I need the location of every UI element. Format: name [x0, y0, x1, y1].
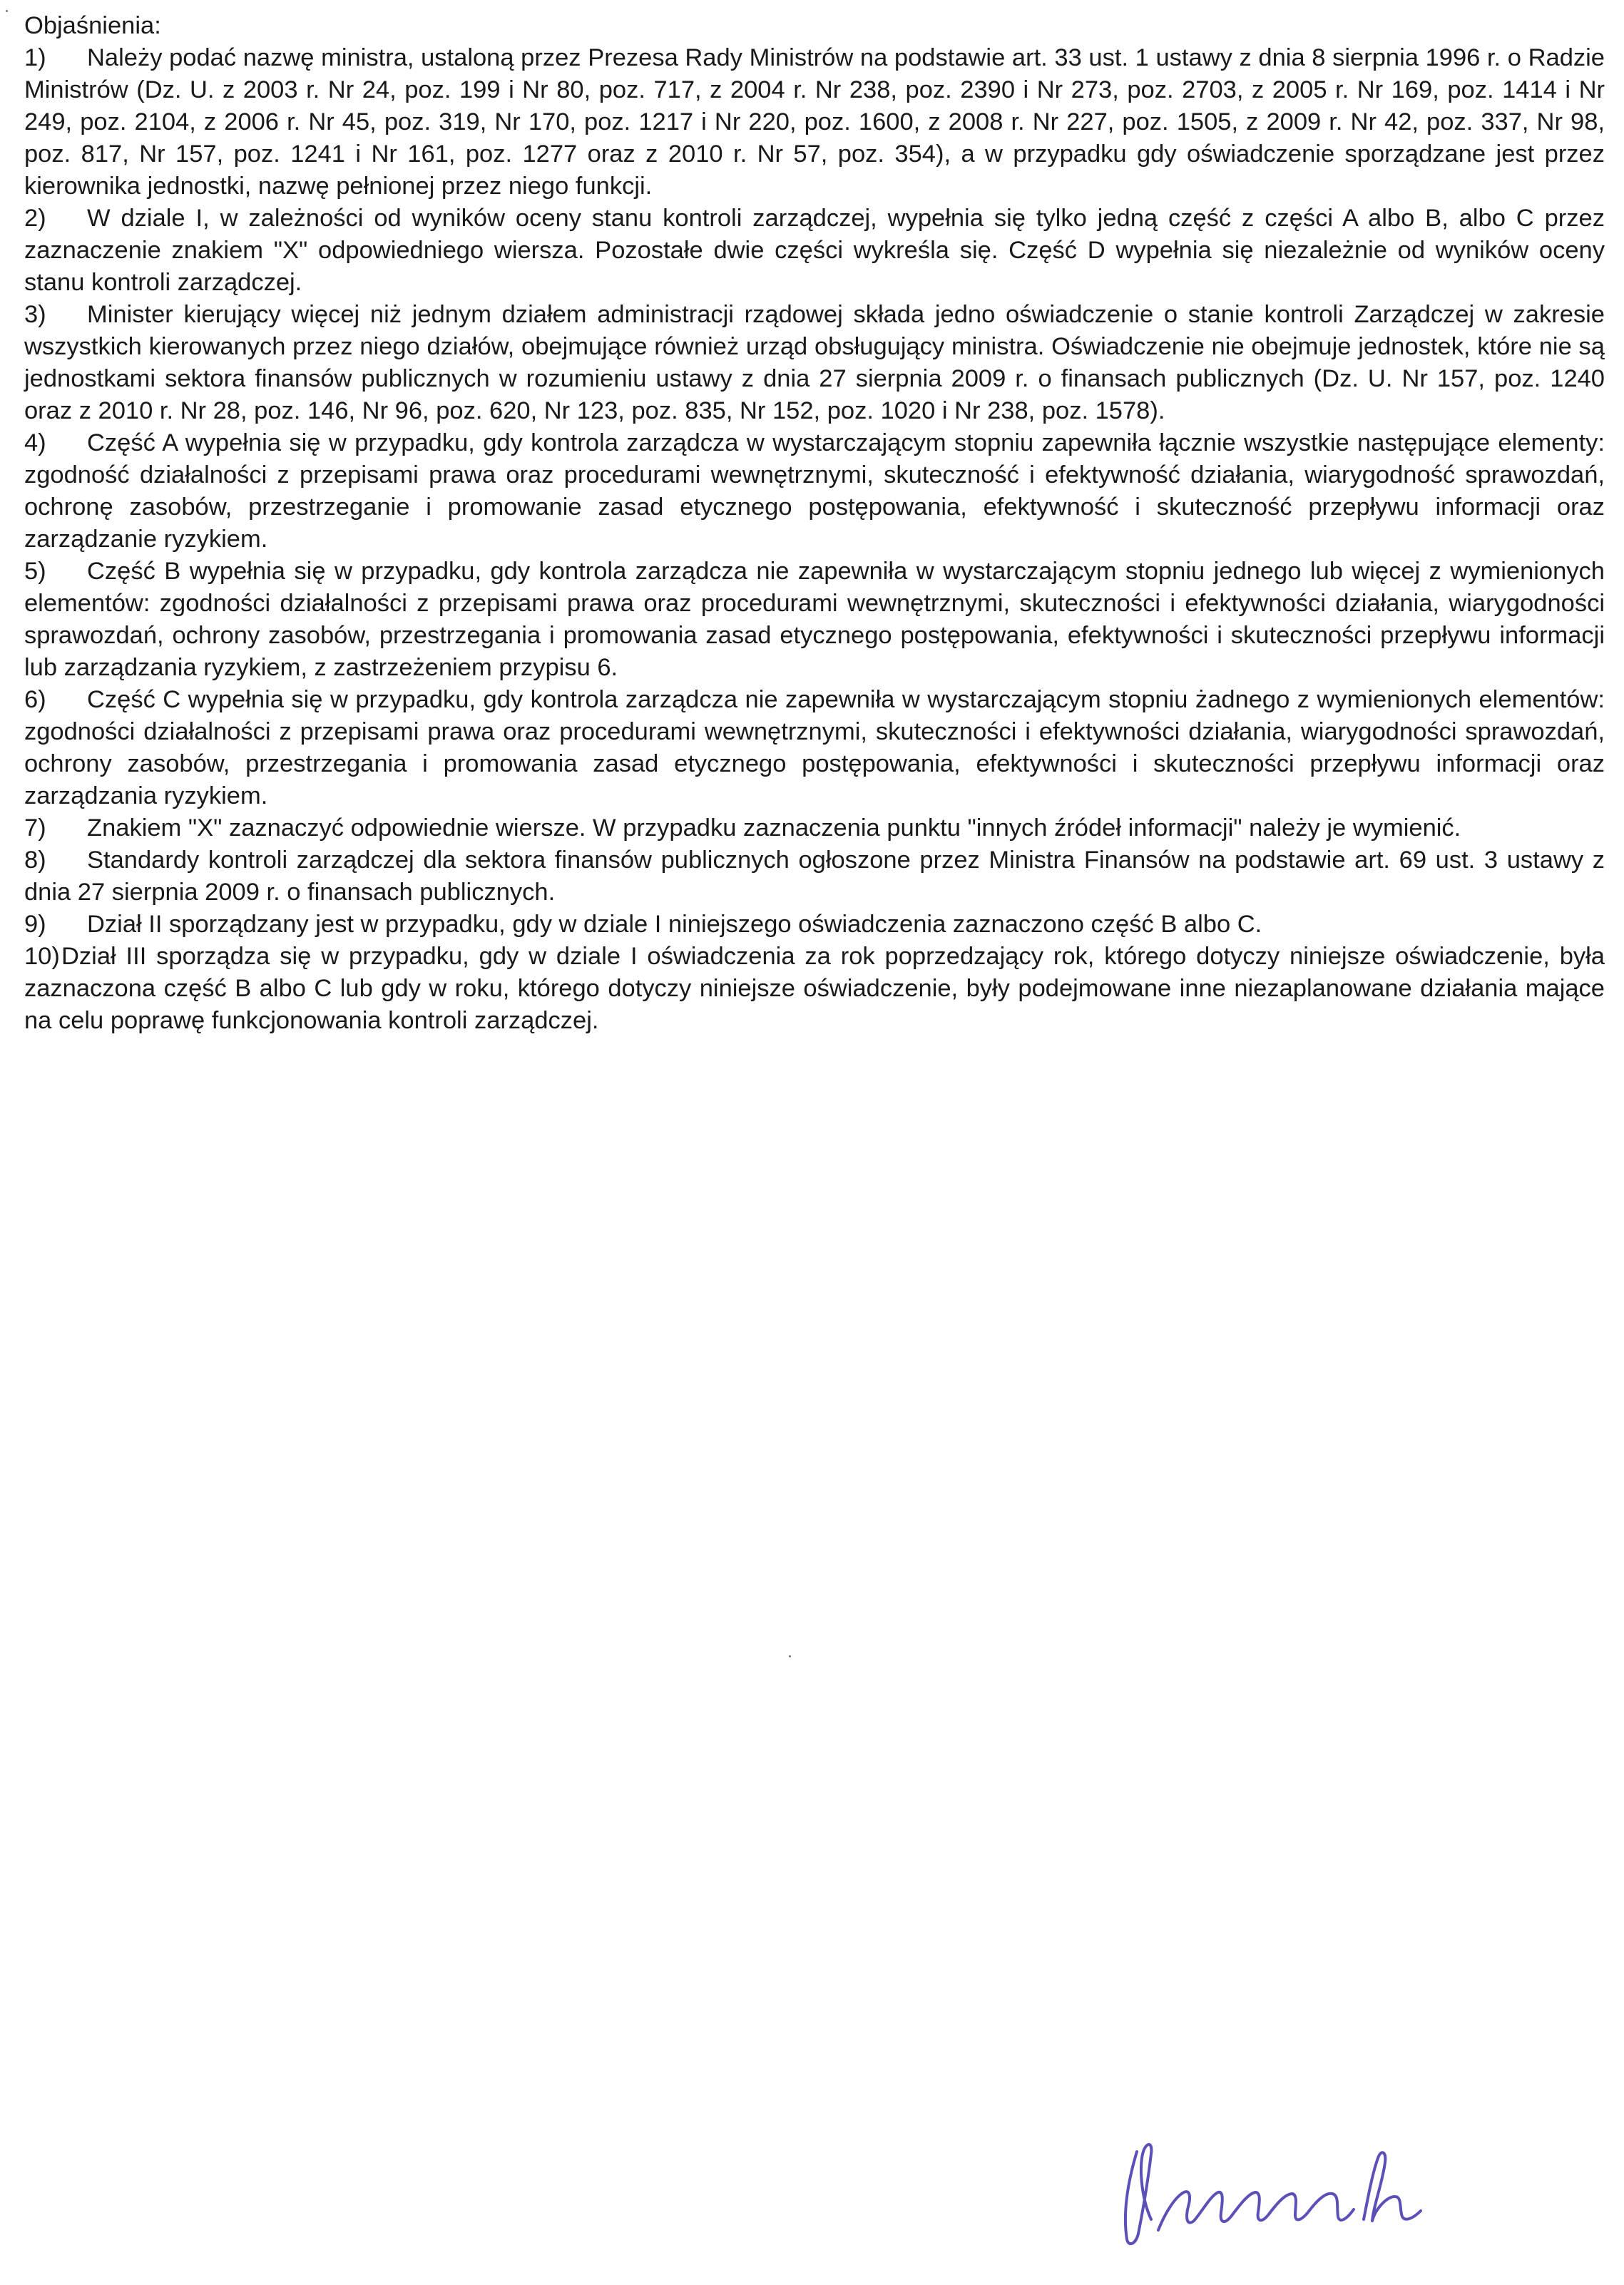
note-text: Dział II sporządzany jest w przypadku, gdy w dziale I niniejszego oświadczenia zaznaczono część B albo C. [87, 911, 1262, 938]
note-number: 5) [24, 558, 46, 585]
note-text: Część C wypełnia się w przypadku, gdy kontrola zarządcza nie zapewniła w wystarczającym stopniu żadnego z wymienionych elementów: zgodności działalności z przepisami prawa oraz procedurami wewnętrznymi, skuteczności i efektywności działania, wiarygodności sprawozdań, ochrony zasobów, przestrzegania i promowania zasad etycznego postępowania, efektywności i skuteczności przepływu informacji oraz zarządzania ryzykiem. [24, 686, 1605, 809]
handwritten-signature [1107, 2112, 1449, 2255]
scan-speck [6, 10, 8, 12]
note-8 [24, 844, 1605, 909]
note-text: Część B wypełnia się w przypadku, gdy kontrola zarządcza nie zapewniła w wystarczającym stopniu jednego lub więcej z wymienionych elementów: zgodności działalności z przepisami prawa oraz procedurami wewnętrznymi, skuteczności i efektywności działania, wiarygodności sprawozdań, ochrony zasobów, przestrzegania i promowania zasad etycznego postępowania, efektywności i skuteczności przepływu informacji lub zarządzania ryzykiem, z zastrzeżeniem przypisu 6. [24, 558, 1605, 681]
note-7 [24, 812, 1605, 844]
note-1 [24, 42, 1605, 203]
note-text: Standardy kontroli zarządczej dla sektora finansów publicznych ogłoszone przez Ministra Finansów na podstawie art. 69 ust. 3 ustawy z dnia 27 sierpnia 2009 r. o finansach publicznych. [24, 847, 1605, 906]
note-text: W dziale I, w zależności od wyników oceny stanu kontroli zarządczej, wypełnia się tylko jedną część z części A albo B, albo C przez zaznaczenie znakiem "X" odpowiedniego wiersza. Pozostałe dwie części wykreśla się. Część D wypełnia się niezależnie od wyników oceny stanu kontroli zarządczej. [24, 205, 1605, 296]
note-number: 6) [24, 686, 46, 713]
note-3 [24, 299, 1605, 427]
note-text: Dział III sporządza się w przypadku, gdy w dziale I oświadczenia za rok poprzedzający rok, którego dotyczy niniejsze oświadczenie, była zaznaczona część B albo C lub gdy w roku, którego dotyczy niniejsze oświadczenie, były podejmowane inne niezaplanowane działania mające na celu poprawę funkcjonowania kontroli zarządczej. [24, 943, 1605, 1034]
note-9 [24, 909, 1605, 941]
note-number: 9) [24, 911, 46, 938]
note-text: Należy podać nazwę ministra, ustaloną przez Prezesa Rady Ministrów na podstawie art. 33 ust. 1 ustawy z dnia 8 sierpnia 1996 r. o Radzie Ministrów (Dz. U. z 2003 r. Nr 24, poz. 199 i Nr 80, poz. 717, z 2004 r. Nr 238, poz. 2390 i Nr 273, poz. 2703, z 2005 r. Nr 169, poz. 1414 i Nr 249, poz. 2104, z 2006 r. Nr 45, poz. 319, Nr 170, poz. 1217 i Nr 220, poz. 1600, z 2008 r. Nr 227, poz. 1505, z 2009 r. Nr 42, poz. 337, Nr 98, poz. 817, Nr 157, poz. 1241 i Nr 161, poz. 1277 oraz z 2010 r. Nr 57, poz. 354), a w przypadku gdy oświadczenie sporządzane jest przez kierownika jednostki, nazwę pełnionej przez niego funkcji. [24, 44, 1605, 200]
notes-heading: Objaśnienia: [24, 12, 161, 39]
note-number: 10) [24, 943, 60, 970]
note-text: Część A wypełnia się w przypadku, gdy kontrola zarządcza w wystarczającym stopniu zapewniła łącznie wszystkie następujące elementy: zgodność działalności z przepisami prawa oraz procedurami wewnętrznymi, skuteczność i efektywność działania, wiarygodność sprawozdań, ochronę zasobów, przestrzeganie i promowanie zasad etycznego postępowania, efektywność i skuteczność przepływu informacji oraz zarządzanie ryzykiem. [24, 429, 1605, 553]
note-number: 8) [24, 847, 46, 874]
note-4 [24, 427, 1605, 556]
note-10 [24, 941, 1605, 1037]
note-number: 2) [24, 205, 46, 232]
note-number: 4) [24, 429, 46, 456]
note-number: 1) [24, 44, 46, 71]
scan-speck [789, 1655, 791, 1657]
note-text: Znakiem "X" zaznaczyć odpowiednie wiersze. W przypadku zaznaczenia punktu "innych źródeł informacji" należy je wymienić. [87, 814, 1461, 842]
note-2 [24, 203, 1605, 299]
note-number: 7) [24, 814, 46, 842]
note-6 [24, 684, 1605, 812]
note-5 [24, 556, 1605, 684]
note-text: Minister kierujący więcej niż jednym działem administracji rządowej składa jedno oświadczenie o stanie kontroli Zarządczej w zakresie wszystkich kierowanych przez niego działów, obejmujące również urząd obsługujący ministra. Oświadczenie nie obejmuje jednostek, które nie są jednostkami sektora finansów publicznych w rozumieniu ustawy z dnia 27 sierpnia 2009 r. o finansach publicznych (Dz. U. Nr 157, poz. 1240 oraz z 2010 r. Nr 28, poz. 146, Nr 96, poz. 620, Nr 123, poz. 835, Nr 152, poz. 1020 i Nr 238, poz. 1578). [24, 301, 1605, 424]
note-number: 3) [24, 301, 46, 328]
explanatory-notes [24, 10, 1605, 1037]
